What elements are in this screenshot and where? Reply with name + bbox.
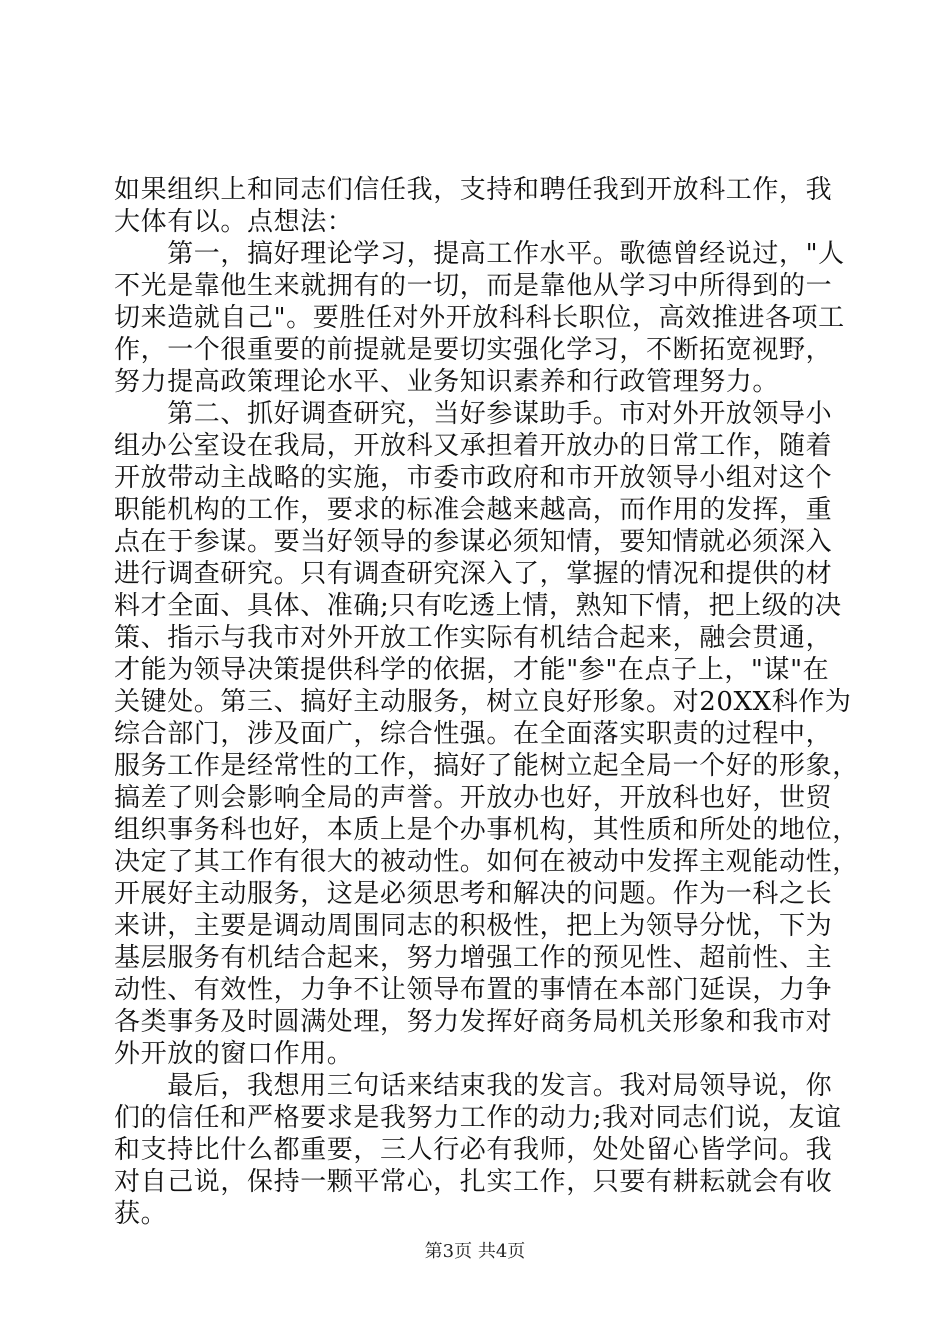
text-line: 才能为领导决策提供科学的依据，才能"参"在点子上，"谋"在 <box>114 655 830 685</box>
text-line: 不光是靠他生来就拥有的一切，而是靠他从学习中所得到的一 <box>114 271 833 301</box>
text-line: 作，一个很重要的前提就是要切实强化学习，不断拓宽视野， <box>114 335 833 365</box>
text-line: 组办公室设在我局，开放科又承担着开放办的日常工作，随着 <box>114 431 833 461</box>
text-line: 服务工作是经常性的工作，搞好了能树立起全局一个好的形象， <box>114 751 859 781</box>
text-line: 搞差了则会影响全局的声誉。开放办也好，开放科也好，世贸 <box>114 783 833 813</box>
text-line: 料才全面、具体、准确;只有吃透上情，熟知下情，把上级的决 <box>114 591 842 621</box>
text-line: 获。 <box>114 1199 168 1229</box>
text-line: 开放带动主战略的实施，市委市政府和市开放领导小组对这个 <box>114 463 833 493</box>
text-line: 大体有以。点想法： <box>114 207 354 237</box>
text-line: 各类事务及时圆满处理，努力发挥好商务局机关形象和我市对 <box>114 1007 833 1037</box>
text-line: 进行调查研究。只有调查研究深入了，掌握的情况和提供的材 <box>114 559 833 589</box>
text-line: 综合部门，涉及面广，综合性强。在全面落实职责的过程中， <box>114 719 833 749</box>
text-line: 如果组织上和同志们信任我，支持和聘任我到开放科工作，我 <box>114 175 833 205</box>
paragraph-first-line: 第二、抓好调查研究，当好参谋助手。市对外开放领导小 <box>114 399 833 429</box>
text-line: 们的信任和严格要求是我努力工作的动力;我对同志们说，友谊 <box>114 1103 842 1133</box>
text-line: 组织事务科也好，本质上是个办事机构，其性质和所处的地位， <box>114 815 859 845</box>
text-line: 关键处。第三、搞好主动服务，树立良好形象。对20XX科作为 <box>114 687 852 717</box>
page-footer <box>0 1240 950 1264</box>
text-line: 动性、有效性，力争不让领导布置的事情在本部门延误，力争 <box>114 975 833 1005</box>
text-line: 对自己说，保持一颗平常心，扎实工作，只要有耕耘就会有收 <box>114 1167 833 1197</box>
text-line: 策、指示与我市对外开放工作实际有机结合起来，融会贯通， <box>114 623 833 653</box>
text-line: 基层服务有机结合起来，努力增强工作的预见性、超前性、主 <box>114 943 833 973</box>
document-body <box>114 174 859 1230</box>
text-line: 点在于参谋。要当好领导的参谋必须知情，要知情就必须深入 <box>114 527 833 557</box>
text-line: 切来造就自己"。要胜任对外开放科科长职位，高效推进各项工 <box>114 303 845 333</box>
text-line: 来讲，主要是调动周围同志的积极性，把上为领导分忧，下为 <box>114 911 833 941</box>
text-line: 外开放的窗口作用。 <box>114 1039 354 1069</box>
text-line: 和支持比什么都重要，三人行必有我师，处处留心皆学问。我 <box>114 1135 833 1165</box>
paragraph-first-line: 第一，搞好理论学习，提高工作水平。歌德曾经说过，"人 <box>114 239 845 269</box>
text-line: 努力提高政策理论水平、业务知识素养和行政管理努力。 <box>114 367 780 397</box>
paragraph-first-line: 最后，我想用三句话来结束我的发言。我对局领导说，你 <box>114 1071 833 1101</box>
text-line: 开展好主动服务，这是必须思考和解决的问题。作为一科之长 <box>114 879 833 909</box>
text-line: 决定了其工作有很大的被动性。如何在被动中发挥主观能动性， <box>114 847 859 877</box>
page-number-label: 第3页 共4页 <box>424 1241 526 1262</box>
text-line: 职能机构的工作，要求的标准会越来越高，而作用的发挥，重 <box>114 495 833 525</box>
